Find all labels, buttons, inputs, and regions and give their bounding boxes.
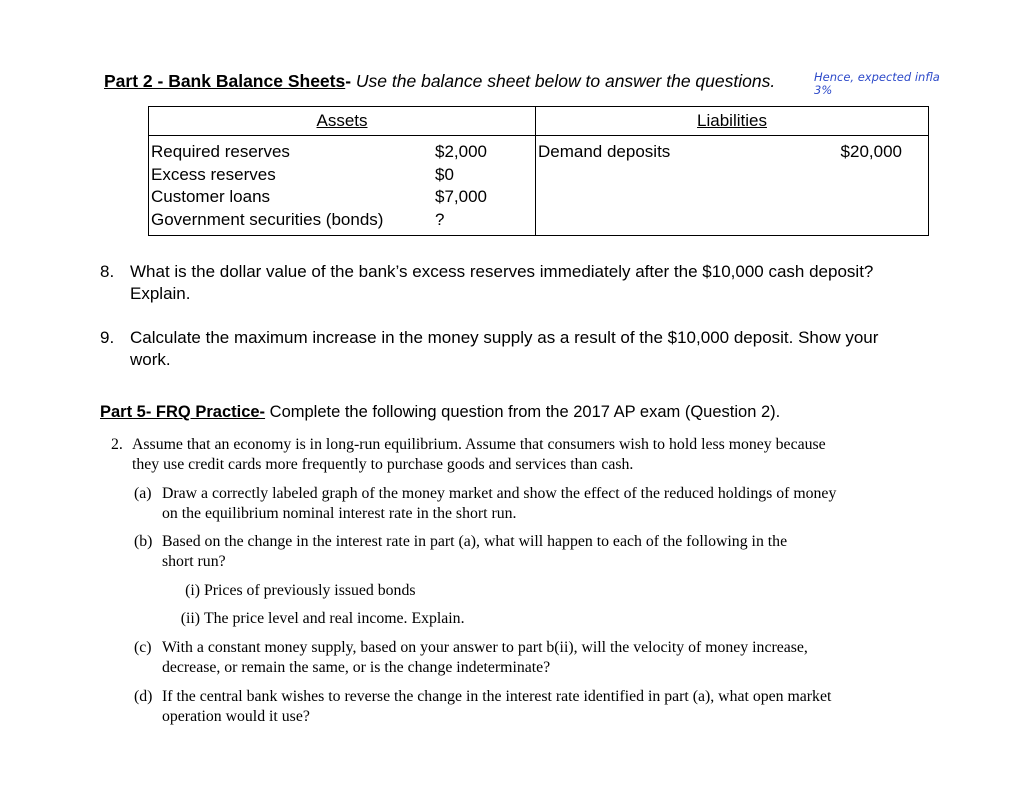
frq-subpart-label: (i) [185, 582, 200, 599]
question-number: 9. [100, 328, 115, 347]
frq-part-line2: decrease, or remain the same, or is the change indeterminate? [162, 659, 551, 676]
assets-header: Assets [149, 107, 536, 136]
question-text-line2: work. [130, 350, 171, 369]
liability-label: Demand deposits [538, 142, 671, 161]
liability-amount: $20,000 [840, 142, 902, 161]
frq-part-a [134, 484, 914, 524]
asset-amount: $7,000 [435, 187, 487, 206]
asset-label: Required reserves [151, 142, 290, 161]
liability-row [538, 141, 926, 164]
part2-instruction: Use the balance sheet below to answer the questions. [351, 71, 776, 91]
frq-subpart-label: (ii) [180, 610, 200, 627]
asset-row [151, 164, 533, 187]
frq-part-label: (a) [134, 485, 152, 502]
part2-heading [104, 71, 775, 92]
handwritten-note [814, 71, 940, 97]
asset-row [151, 209, 533, 232]
frq-part-b [134, 532, 914, 572]
part5-title: Part 5- FRQ Practice- [100, 403, 266, 421]
frq-subpart-i [172, 581, 872, 601]
frq-subpart-text: The price level and real income. Explain. [204, 610, 465, 627]
frq-part-label: (c) [134, 639, 152, 656]
asset-amount: $2,000 [435, 142, 487, 161]
asset-row [151, 186, 533, 209]
frq-part-line2: on the equilibrium nominal interest rate in the short run. [162, 505, 517, 522]
frq-intro-line2: they use credit cards more frequently to purchase goods and services than cash. [132, 456, 634, 473]
frq-part-line1: Draw a correctly labeled graph of the money market and show the effect of the reduced holdings of money [162, 485, 837, 502]
handwritten-note-line1: Hence, expected infla [814, 70, 940, 84]
question-8 [100, 261, 940, 305]
frq-part-line2: operation would it use? [162, 708, 310, 725]
frq-part-line2: short run? [162, 553, 226, 570]
part5-instruction: Complete the following question from the 2017 AP exam (Question 2). [265, 403, 781, 421]
question-text-line2: Explain. [130, 284, 191, 303]
balance-sheet-table [148, 106, 929, 236]
frq-subpart-text: Prices of previously issued bonds [204, 582, 416, 599]
frq-part-c [134, 638, 914, 678]
frq-part-label: (b) [134, 533, 153, 550]
asset-label: Government securities (bonds) [151, 209, 384, 229]
assets-cell [149, 136, 536, 236]
handwritten-note-line2: 3% [814, 83, 833, 97]
asset-amount: $0 [435, 164, 454, 184]
frq-subpart-ii [172, 609, 872, 629]
question-text-line1: Calculate the maximum increase in the money supply as a result of the $10,000 deposit. Show your [130, 328, 879, 347]
question-text-line1: What is the dollar value of the bank’s excess reserves immediately after the $10,000 cash deposit? [130, 262, 874, 281]
frq-part-line1: Based on the change in the interest rate in part (a), what will happen to each of the following in the [162, 533, 788, 550]
frq-part-d [134, 687, 914, 727]
part2-dash: - [345, 71, 352, 91]
question-number: 8. [100, 262, 115, 281]
frq-intro-line1: Assume that an economy is in long-run equilibrium. Assume that consumers wish to hold less money because [132, 436, 826, 453]
frq-number: 2. [111, 436, 123, 453]
part2-title: Part 2 - Bank Balance Sheets [104, 71, 346, 91]
asset-row [151, 141, 533, 164]
frq-part-label: (d) [134, 688, 153, 705]
asset-label: Customer loans [151, 187, 271, 206]
liabilities-header: Liabilities [536, 107, 929, 136]
frq-part-line1: With a constant money supply, based on your answer to part b(ii), will the velocity of money increase, [162, 639, 808, 656]
balance-sheet-body-row [149, 136, 929, 236]
frq-question-intro [111, 435, 911, 475]
asset-label: Excess reserves [151, 164, 276, 184]
liabilities-cell [536, 136, 929, 236]
question-9 [100, 327, 940, 371]
part5-heading [100, 403, 780, 422]
balance-sheet-header-row [149, 107, 929, 136]
frq-part-line1: If the central bank wishes to reverse the change in the interest rate identified in part (a), what open market [162, 688, 832, 705]
asset-amount: ? [435, 209, 445, 229]
